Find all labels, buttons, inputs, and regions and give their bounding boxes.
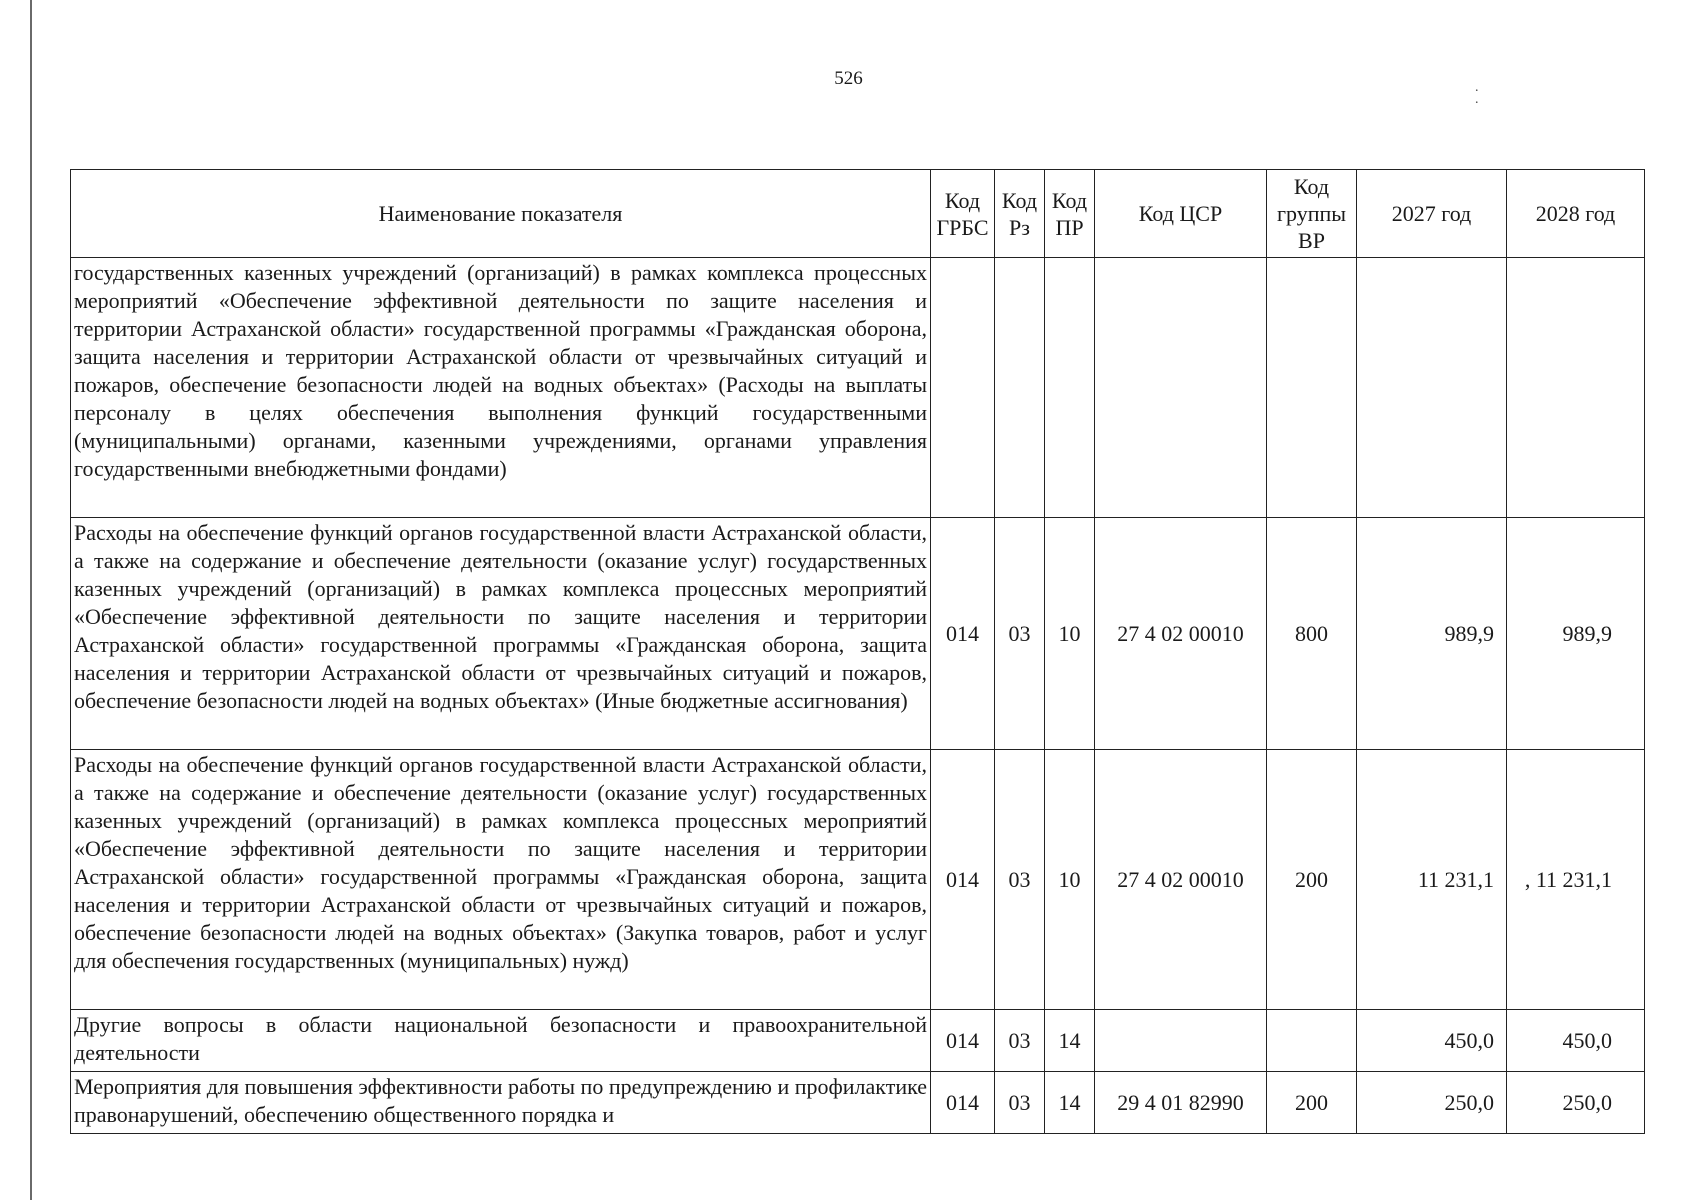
row-rz: 03 bbox=[995, 1072, 1045, 1134]
header-2027: 2027 год bbox=[1357, 170, 1507, 258]
row-2028: 989,9 bbox=[1507, 518, 1645, 750]
table-row bbox=[71, 1010, 1645, 1072]
header-rz: Код Рз bbox=[995, 170, 1045, 258]
margin-dots: . . bbox=[1475, 80, 1479, 107]
row-csr: 27 4 02 00010 bbox=[1095, 518, 1267, 750]
row-rz bbox=[995, 258, 1045, 518]
row-2028 bbox=[1507, 258, 1645, 518]
row-2027: 989,9 bbox=[1357, 518, 1507, 750]
row-grbs: 014 bbox=[931, 1010, 995, 1072]
row-2027 bbox=[1357, 258, 1507, 518]
row-pr: 10 bbox=[1045, 518, 1095, 750]
row-2028: 450,0 bbox=[1507, 1010, 1645, 1072]
row-csr bbox=[1095, 258, 1267, 518]
row-csr: 27 4 02 00010 bbox=[1095, 750, 1267, 1010]
table-row bbox=[71, 750, 1645, 1010]
row-name: Мероприятия для повышения эффективности работы по предупреждению и профилактике правонарушений, обеспечению общественного порядка и bbox=[71, 1072, 931, 1134]
row-vr bbox=[1267, 258, 1357, 518]
row-2027: 11 231,1 bbox=[1357, 750, 1507, 1010]
row-rz: 03 bbox=[995, 1010, 1045, 1072]
row-2028: 250,0 bbox=[1507, 1072, 1645, 1134]
header-csr: Код ЦСР bbox=[1095, 170, 1267, 258]
page-number: 526 bbox=[834, 68, 863, 89]
row-name: Расходы на обеспечение функций органов государственной власти Астраханской области, а также на содержание и обеспечение деятельности (оказание услуг) государственных казенных учреждений (организаций) в рамках комплекса процессных мероприятий «Обеспечение эффективной деятельности по защите населения и территории Астраханской области» государственной программы «Гражданская оборона, защита населения и территории Астраханской области от чрезвычайных ситуаций и пожаров, обеспечение безопасности людей на водных объектах» (Закупка товаров, работ и услуг для обеспечения государственных (муниципальных) нужд) bbox=[71, 750, 931, 1010]
row-vr: 800 bbox=[1267, 518, 1357, 750]
left-margin-rule bbox=[30, 0, 32, 1200]
header-grbs: Код ГРБС bbox=[931, 170, 995, 258]
row-grbs: 014 bbox=[931, 750, 995, 1010]
row-grbs bbox=[931, 258, 995, 518]
row-rz: 03 bbox=[995, 518, 1045, 750]
row-vr: 200 bbox=[1267, 1072, 1357, 1134]
table-row bbox=[71, 1072, 1645, 1134]
row-rz: 03 bbox=[995, 750, 1045, 1010]
row-2027: 250,0 bbox=[1357, 1072, 1507, 1134]
row-pr bbox=[1045, 258, 1095, 518]
row-vr bbox=[1267, 1010, 1357, 1072]
row-grbs: 014 bbox=[931, 518, 995, 750]
header-pr: Код ПР bbox=[1045, 170, 1095, 258]
row-vr: 200 bbox=[1267, 750, 1357, 1010]
header-row bbox=[71, 170, 1645, 258]
row-pr: 10 bbox=[1045, 750, 1095, 1010]
row-name: Расходы на обеспечение функций органов государственной власти Астраханской области, а также на содержание и обеспечение деятельности (оказание услуг) государственных казенных учреждений (организаций) в рамках комплекса процессных мероприятий «Обеспечение эффективной деятельности по защите населения и территории Астраханской области» государственной программы «Гражданская оборона, защита населения и территории Астраханской области от чрезвычайных ситуаций и пожаров, обеспечение безопасности людей на водных объектах» (Иные бюджетные ассигнования) bbox=[71, 518, 931, 750]
table-row bbox=[71, 518, 1645, 750]
row-pr: 14 bbox=[1045, 1010, 1095, 1072]
row-pr: 14 bbox=[1045, 1072, 1095, 1134]
budget-table bbox=[70, 169, 1645, 1134]
row-2027: 450,0 bbox=[1357, 1010, 1507, 1072]
row-csr: 29 4 01 82990 bbox=[1095, 1072, 1267, 1134]
header-vr: Код группы ВР bbox=[1267, 170, 1357, 258]
header-name: Наименование показателя bbox=[71, 170, 931, 258]
margin-marks bbox=[1475, 82, 1479, 106]
row-name: государственных казенных учреждений (организаций) в рамках комплекса процессных мероприятий «Обеспечение эффективной деятельности по защите населения и территории Астраханской области» государственной программы «Гражданская оборона, защита населения и территории Астраханской области от чрезвычайных ситуаций и пожаров, обеспечение безопасности людей на водных объектах» (Расходы на выплаты персоналу в целях обеспечения выполнения функций государственными (муниципальными) органами, казенными учреждениями, органами управления государственными внебюджетными фондами) bbox=[71, 258, 931, 518]
row-2028: , 11 231,1 bbox=[1507, 750, 1645, 1010]
row-csr bbox=[1095, 1010, 1267, 1072]
row-grbs: 014 bbox=[931, 1072, 995, 1134]
row-name: Другие вопросы в области национальной безопасности и правоохранительной деятельности bbox=[71, 1010, 931, 1072]
table-row bbox=[71, 258, 1645, 518]
header-2028: 2028 год bbox=[1507, 170, 1645, 258]
